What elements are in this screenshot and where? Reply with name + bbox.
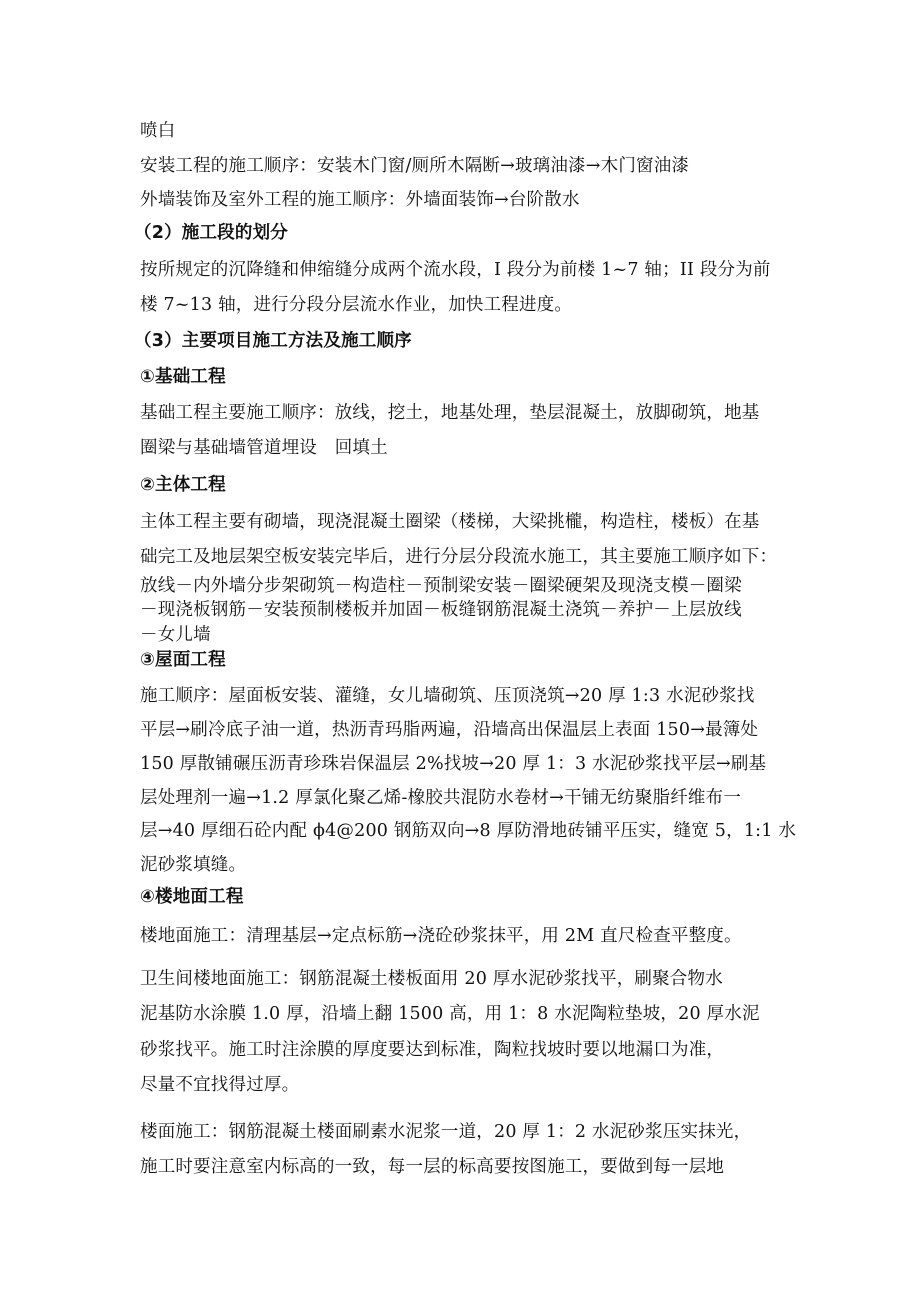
text-line: 放线－内外墙分步架砌筑－构造柱－预制梁安装－圈梁硬架及现浇支模－圈梁 xyxy=(140,576,742,596)
section-heading: （3）主要项目施工方法及施工顺序 xyxy=(134,331,412,351)
text-line: 基础工程主要施工顺序：放线，挖土，地基处理，垫层混凝土，放脚砌筑，地基 xyxy=(140,403,760,423)
text-line: 楼面施工：钢筋混凝土楼面刷素水泥浆一道，20 厚 1：2 水泥砂浆压实抹光， xyxy=(140,1122,752,1142)
subsection-heading: ④楼地面工程 xyxy=(140,887,244,907)
text-line: 按所规定的沉降缝和伸缩缝分成两个流水段，I 段分为前楼 1~7 轴；II 段分为前 xyxy=(140,260,771,280)
section-heading: （2）施工段的划分 xyxy=(134,223,288,243)
subsection-heading: ②主体工程 xyxy=(140,475,226,495)
subsection-heading: ①基础工程 xyxy=(140,367,226,387)
text-line: 安装工程的施工顺序：安装木门窗/厕所木隔断→玻璃油漆→木门窗油漆 xyxy=(140,156,690,176)
text-line: 泥基防水涂膜 1.0 厚，沿墙上翻 1500 高，用 1：8 水泥陶粒垫坡，20 厚水泥 xyxy=(140,1004,760,1024)
text-line: 150 厚散铺碾压沥青珍珠岩保温层 2%找坡→20 厚 1：3 水泥砂浆找平层→刷基 xyxy=(140,754,767,774)
text-line: 楼 7~13 轴，进行分段分层流水作业，加快工程进度。 xyxy=(140,295,573,315)
text-line: 层处理剂一遍→1.2 厚氯化聚乙烯-橡胶共混防水卷材→干铺无纺聚脂纤维布一 xyxy=(140,788,742,808)
text-line: －现浇板钢筋－安装预制楼板并加固－板缝钢筋混凝土浇筑－养护－上层放线 xyxy=(140,600,742,620)
text-line: －女儿墙 xyxy=(140,625,211,645)
text-line: 卫生间楼地面施工：钢筋混凝土楼板面用 20 厚水泥砂浆找平，刷聚合物水 xyxy=(140,969,723,989)
text-line: 楼地面施工：清理基层→定点标筋→浇砼砂浆抹平，用 2M 直尺检查平整度。 xyxy=(140,926,742,946)
text-line: 层→40 厚细石砼内配 ϕ4@200 钢筋双向→8 厚防滑地砖铺平压实，缝宽 5，1:1 水 xyxy=(140,821,797,841)
text-line: 施工时要注意室内标高的一致，每一层的标高要按图施工，要做到每一层地 xyxy=(140,1157,725,1177)
subsection-heading: ③屋面工程 xyxy=(140,650,226,670)
text-line: 圈梁与基础墙管道埋设 回填土 xyxy=(140,438,388,458)
text-line: 平层→刷冷底子油一道，热沥青玛脂两遍，沿墙高出保温层上表面 150→最簿处 xyxy=(140,720,759,740)
text-line: 喷白 xyxy=(140,121,176,141)
text-line: 尽量不宜找得过厚。 xyxy=(140,1075,300,1095)
text-line: 泥砂浆填缝。 xyxy=(140,855,247,875)
text-line: 砂浆找平。施工时注涂膜的厚度要达到标准，陶粒找坡时要以地漏口为准， xyxy=(140,1040,725,1060)
text-line: 外墙装饰及室外工程的施工顺序：外墙面装饰→台阶散水 xyxy=(140,190,580,210)
text-line: 施工顺序：屋面板安装、灌缝，女儿墙砌筑、压顶浇筑→20 厚 1:3 水泥砂浆找 xyxy=(140,686,755,706)
text-line: 础完工及地层架空板安装完毕后，进行分层分段流水施工，其主要施工顺序如下： xyxy=(140,547,778,567)
text-line: 主体工程主要有砌墙，现浇混凝土圈梁（楼梯，大梁挑櫳，构造柱，楼板）在基 xyxy=(140,512,760,532)
